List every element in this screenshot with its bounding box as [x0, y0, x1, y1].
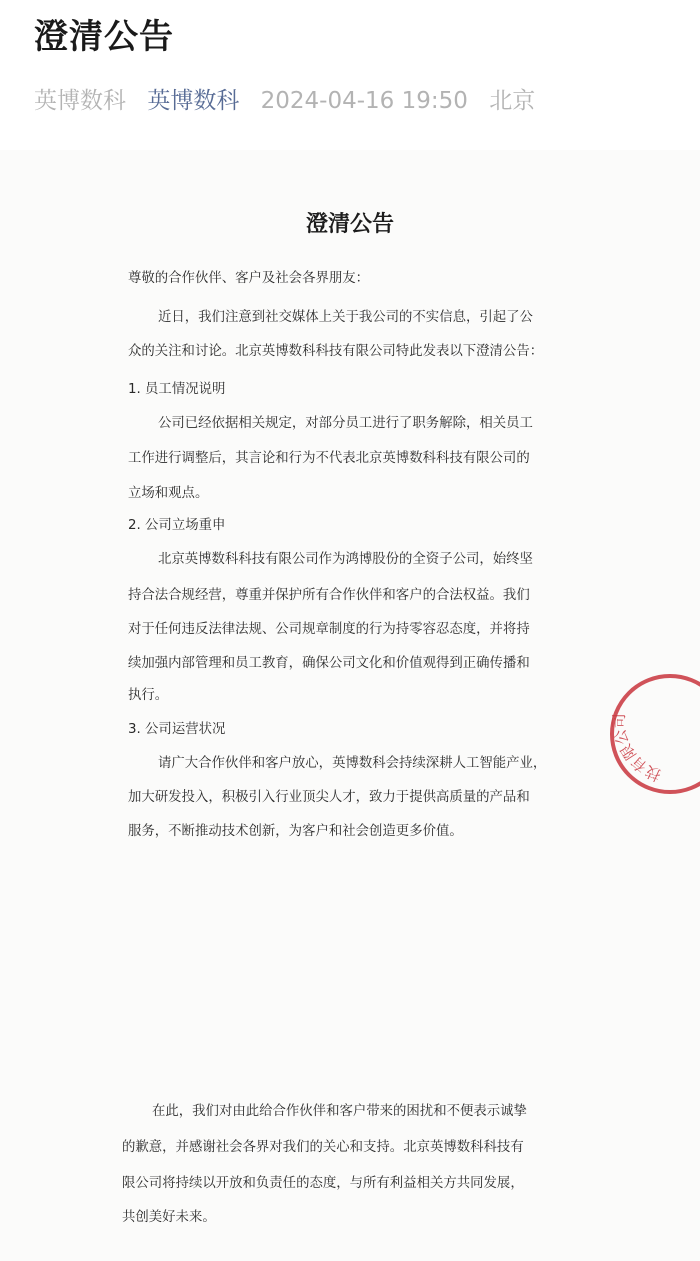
doc-line: 续加强内部管理和员工教育，确保公司文化和价值观得到正确传播和	[128, 656, 530, 671]
account-link[interactable]: 英博数科	[147, 88, 240, 114]
company-seal-icon	[606, 670, 700, 800]
doc-line: 近日，我们注意到社交媒体上关于我公司的不实信息，引起了公	[158, 310, 533, 325]
doc-line: 请广大合作伙伴和客户放心，英博数科会持续深耕人工智能产业，	[158, 756, 547, 771]
doc-line: 对于任何违反法律法规、公司规章制度的行为持零容忍态度，并将持	[128, 622, 530, 637]
salutation: 尊敬的合作伙伴、客户及社会各界朋友：	[128, 271, 370, 286]
publish-datetime: 2024-04-16 19:50	[260, 88, 468, 114]
closing-line: 限公司将持续以开放和负责任的态度，与所有利益相关方共同发展，	[122, 1176, 524, 1191]
announcement-document-image	[0, 150, 700, 1261]
doc-line: 服务，不断推动技术创新，为客户和社会创造更多价值。	[128, 824, 463, 839]
document-title: 澄清公告	[305, 212, 394, 237]
seal-text: 技有限公司	[610, 713, 664, 785]
publish-location: 北京	[489, 88, 536, 114]
svg-text:技有限公司	[610, 713, 663, 784]
section-heading: 3. 公司运营状况	[128, 722, 226, 737]
section-heading: 1. 员工情况说明	[128, 382, 226, 397]
doc-line: 执行。	[128, 688, 169, 703]
closing-line: 的歉意，并感谢社会各界对我们的关心和支持。北京英博数科科技有	[122, 1140, 524, 1155]
closing-line: 共创美好未来。	[122, 1210, 216, 1225]
doc-line: 持合法合规经营，尊重并保护所有合作伙伴和客户的合法权益。我们	[128, 588, 530, 603]
doc-line: 立场和观点。	[128, 486, 209, 501]
account-name: 英博数科	[34, 88, 126, 114]
section-heading: 2. 公司立场重申	[128, 518, 226, 533]
doc-line: 北京英博数科科技有限公司作为鸿博股份的全资子公司，始终坚	[158, 552, 533, 567]
doc-line: 公司已经依据相关规定，对部分员工进行了职务解除，相关员工	[158, 416, 533, 431]
article-title: 澄清公告	[34, 17, 174, 57]
closing-line: 在此，我们对由此给合作伙伴和客户带来的困扰和不便表示诚挚	[152, 1104, 527, 1119]
doc-line: 工作进行调整后，其言论和行为不代表北京英博数科科技有限公司的	[128, 451, 530, 466]
doc-line: 加大研发投入，积极引入行业顶尖人才，致力于提供高质量的产品和	[128, 790, 530, 805]
article-meta	[34, 84, 535, 118]
doc-line: 众的关注和讨论。北京英博数科科技有限公司特此发表以下澄清公告：	[128, 344, 544, 359]
